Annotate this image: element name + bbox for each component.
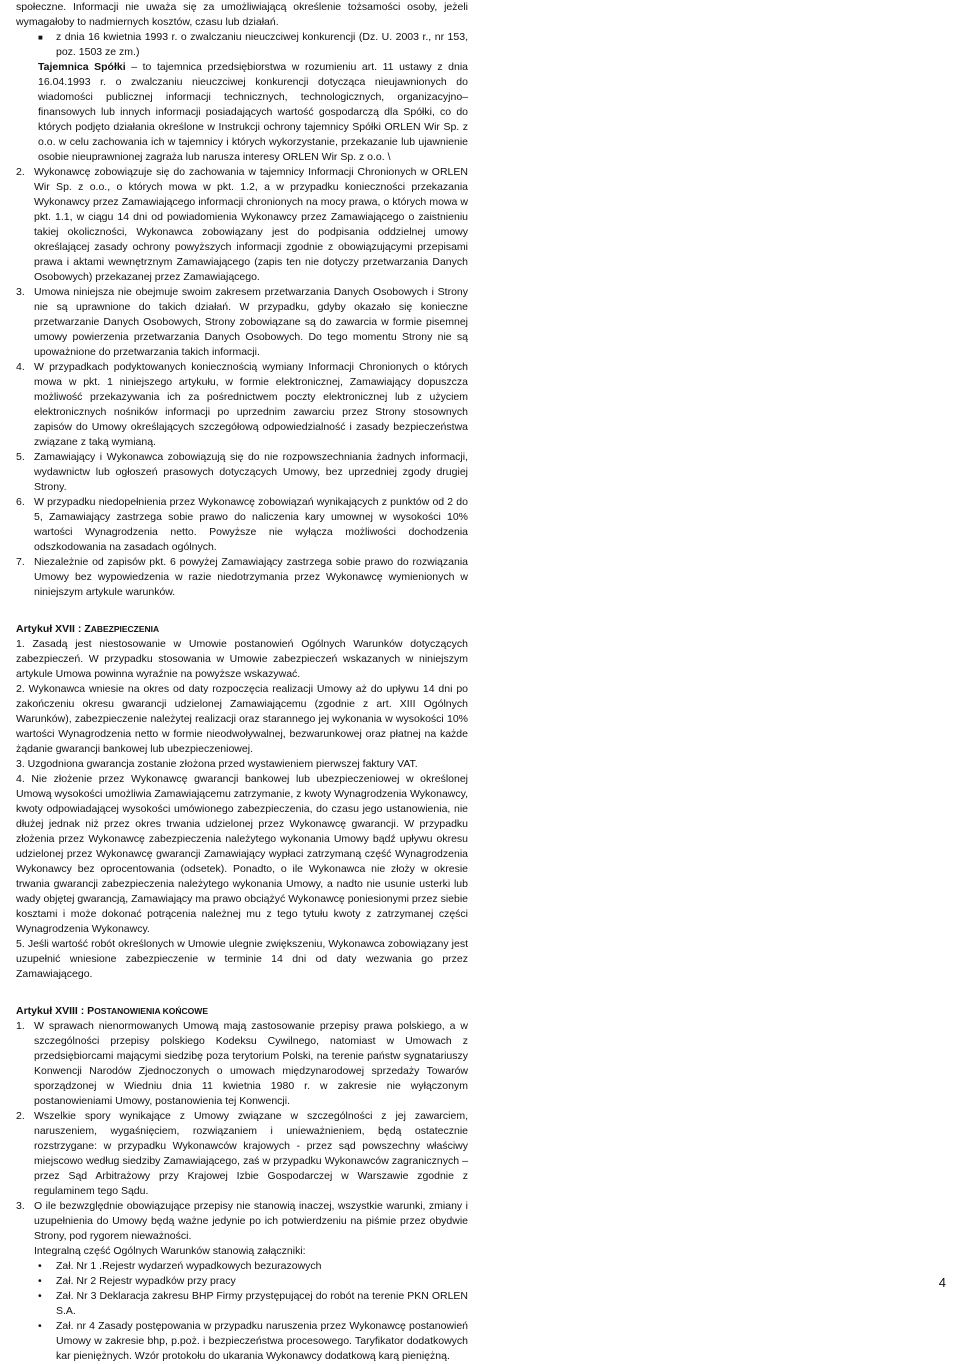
list-item: 2. Wykonawcę zobowiązuje się do zachowania w tajemnicy Informacji Chronionych w ORLEN Wir Sp. z o.o., o których mowa w pkt. 1.2, a w przypadku konieczności przekazania Wykonawcy przez Zamawiającego informacji chronionych na mocy prawa, o których mowa w pkt. 1.1, w ciągu 14 dni od powiadomienia Wykonawcy przez Zamawiającego o zaistnieniu takiej okoliczności, Wykonawca zobowiązany jest do podpisania oddzielnej umowy określającej zasady ochrony powyższych informacji zgodnie z obowiązującymi przepisami prawa i aktami wewnętrznym Zamawiającego (zapis ten nie dotyczy przetwarzania Danych Osobowych) przekazanej przez Zamawiającego. xyxy=(16,166,468,283)
square-bullet-icon: ■ xyxy=(38,33,43,42)
article-18-heading: Artykuł XVIII : POSTANOWIENIA KOŃCOWE xyxy=(16,1005,208,1017)
secret-definition xyxy=(16,60,468,165)
bullet-text: z dnia 16 kwietnia 1993 r. o zwalczaniu nieuczciwej konkurencji (Dz. U. 2003 r., nr 153, poz. 1503 ze zm.) xyxy=(56,31,468,58)
attachment-item: • Zał. nr 4 Zasady postępowania w przypadku naruszenia przez Wykonawcę postanowień Umowy w zakresie bhp, p.poż. i bezpieczeństwa procesowego. Taryfikator dodatkowych kar pieniężnych. Wzór protokołu do ukarania Wykonawcy dodatkową karą pieniężną. xyxy=(38,1320,468,1362)
bullet-dot-icon: • xyxy=(38,1275,42,1287)
bullet-dot-icon: • xyxy=(38,1260,42,1272)
page-number: 4 xyxy=(938,1275,946,1290)
list-item: 3. O ile bezwzględnie obowiązujące przepisy nie stanowią inaczej, wszystkie warunki, zmiany i uzupełnienia do Umowy będą ważne jedynie po ich potwierdzeniu na piśmie przez obydwie Strony, pod rygorem nieważności. xyxy=(16,1200,468,1242)
list-item: 3. Umowa niniejsza nie obejmuje swoim zakresem przetwarzania Danych Osobowych i Strony nie są uprawnione do takich działań. W przypadku, gdyby okazało się konieczne przetwarzanie Danych Osobowych, Strony zobowiązane są do zawarcia w formie pisemnej umowy powierzenia przetwarzania Danych Osobowych. Do tego momentu Strony nie są upoważnione do przetwarzania takich informacji. xyxy=(16,286,468,358)
list-item: 1. W sprawach nienormowanych Umową mają zastosowanie przepisy prawa polskiego, a w szczególności przepisy polskiego Kodeksu Cywilnego, natomiast w Umowach z przedsiębiorcami mającymi siedzibę poza terytorium Polski, na terenie państw sygnatariuszy Konwencji Narodów Zjednoczonych o umowach międzynarodowej sprzedaży Towarów sporządzonej w Wiedniu dnia 11 kwietnia 1980 r. w zakresie nie wyłączonym postanowieniami Umowy, postanowienia tej Konwencji. xyxy=(16,1020,468,1107)
secret-term: Tajemnica Spółki xyxy=(38,61,126,73)
list-item: 2. Wszelkie spory wynikające z Umowy związane w szczególności z jej zawarciem, naruszeniem, wygaśnięciem, rozwiązaniem i unieważnieniem, będą ostatecznie rozstrzygane: w przypadku Wykonawców krajowych - przez sąd powszechny właściwy miejscowo według siedziby Zamawiającego, zaś w przypadku Wykonawców zagranicznych – przez Sąd Arbitrażowy przy Krajowej Izbie Gospodarczej w Warszawie zgodnie z regulaminem tego Sądu. xyxy=(16,1110,468,1197)
attachment-item: • Zał. Nr 3 Deklaracja zakresu BHP Firmy przystępującej do robót na terenie PKN ORLEN S.A. xyxy=(38,1290,468,1317)
attachments-intro: Integralną część Ogólnych Warunków stanowią załączniki: xyxy=(34,1245,306,1257)
secret-text: – to tajemnica przedsiębiorstwa w rozumieniu art. 11 ustawy z dnia 16.04.1993 r. o zwalczaniu nieuczciwej konkurencji dotycząca nieujawnionych do wiadomości publicznej informacji technicznych, technologicznych, organizacyjno–finansowych lub innych informacji posiadających wartość gospodarczą dla Spółki, co do których podjęto działania określone w Instrukcji ochrony tajemnicy Spółki ORLEN Wir Sp. z o.o. w celu zachowania ich w tajemnicy i których wykorzystanie, przekazanie lub ujawnienie osobie nieuprawnionej zagraża lub narusza interesy ORLEN Wir Sp. z o.o. \ xyxy=(38,61,469,163)
document-page xyxy=(16,0,468,1364)
list-item: 7. Niezależnie od zapisów pkt. 6 powyżej Zamawiający zastrzega sobie prawo do rozwiązania Umowy bez wypowiedzenia w razie niedotrzymania przez Wykonawcę wymienionych w niniejszym artykule warunków. xyxy=(16,556,468,598)
art17-para: 5. Jeśli wartość robót określonych w Umowie ulegnie zwiększeniu, Wykonawca zobowiązany jest uzupełnić wniesione zabezpieczenie w terminie 14 dni od daty wezwania go przez Zamawiającego. xyxy=(16,938,468,980)
bullet-item xyxy=(16,30,468,60)
list-item: 6. W przypadku niedopełnienia przez Wykonawcę zobowiązań wynikających z punktów od 2 do 5, Zamawiający zastrzega sobie prawo do naliczenia kary umownej w wysokości 10% wartości Wynagrodzenia netto. Powyższe nie wyłącza możliwości dochodzenia odszkodowania na zasadach ogólnych. xyxy=(16,496,468,553)
list-1 xyxy=(16,165,468,600)
bullet-dot-icon: • xyxy=(38,1320,42,1332)
article-17-heading: Artykuł XVII : ZABEZPIECZENIA xyxy=(16,623,160,635)
art17-para: 3. Uzgodniona gwarancja zostanie złożona przed wystawieniem pierwszej faktury VAT. xyxy=(16,758,418,770)
art17-para: 4. Nie złożenie przez Wykonawcę gwarancji bankowej lub ubezpieczeniowej w określonej Umową wysokości umożliwia Zamawiającemu zatrzymanie, z kwoty Wynagrodzenia Wykonawcy, kwoty odpowiadającej wysokości umówionego zabezpieczenia, do czasu jego ustanowienia, nie dłużej jednak niż przez okres trwania udzielonej przez Wykonawcę gwarancji. W przypadku złożenia przez Wykonawcę zabezpieczenia należytego wykonania Umowy bądź upływu okresu udzielonej przez Wykonawcę gwarancji Zamawiający wypłaci zatrzymaną część Wynagrodzenia Wykonawcy bez oprocentowania (odsetek). Ponadto, o ile Wykonawca nie złoży w okresie trwania gwarancji zabezpieczenia należytego wykonania Umowy, a nadto nie usunie usterki lub wady objętej gwarancją, Zamawiający ma prawo obciążyć Wykonawcę poniesionymi przez siebie kosztami i może dokonać potrącenia należnej mu z tego tytułu kwoty z zatrzymanej części Wynagrodzenia Wykonawcy. xyxy=(16,773,468,935)
list-item: 5. Zamawiający i Wykonawca zobowiązują się do nie rozpowszechniania żadnych informacji, wydawnictw lub ogłoszeń prasowych dotyczących Umowy, bez uprzedniej zgody drugiej Strony. xyxy=(16,451,468,493)
attachment-item: • Zał. Nr 2 Rejestr wypadków przy pracy xyxy=(38,1275,236,1287)
bullet-dot-icon: • xyxy=(38,1290,42,1302)
attachment-item: • Zał. Nr 1 .Rejestr wydarzeń wypadkowych bezurazowych xyxy=(38,1260,322,1272)
list-item: 4. W przypadkach podyktowanych koniecznością wymiany Informacji Chronionych o których mowa w pkt. 1 niniejszego artykułu, w formie elektronicznej, Zamawiający dopuszcza możliwość przekazywania ich za pośrednictwem poczty elektronicznej lub z użyciem elektronicznych nośników informacji po uprzednim zawarciu przez Strony stosownych zapisów do Umowy określających szczegółową odpowiedzialność i zasady bezpieczeństwa związane z taką wymianą. xyxy=(16,361,468,448)
intro-text: społeczne. Informacji nie uważa się za umożliwiającą określenie tożsamości osoby, jeżeli wymagałoby to nadmiernych kosztów, czasu lub działań. xyxy=(16,1,468,28)
art17-para: 1. Zasadą jest niestosowanie w Umowie postanowień Ogólnych Warunków dotyczących zabezpieczeń. W przypadku stosowania w Umowie zabezpieczeń wskazanych w niniejszym artykule Umowa powinna wyraźnie na powyższe wskazywać. xyxy=(16,638,468,680)
art17-para: 2. Wykonawca wniesie na okres od daty rozpoczęcia realizacji Umowy aż do upływu 14 dni po zakończeniu okresu gwarancji udzielonej Zamawiającemu (zgodnie z art. XIII Ogólnych Warunków), zabezpieczenie należytej realizacji oraz starannego jej wykonania w wysokości 10% wartości Wynagrodzenia netto w formie nieodwoływalnej, bezwarunkowej oraz płatnej na każde żądanie gwarancji bankowej lub ubezpieczeniowej. xyxy=(16,683,468,755)
